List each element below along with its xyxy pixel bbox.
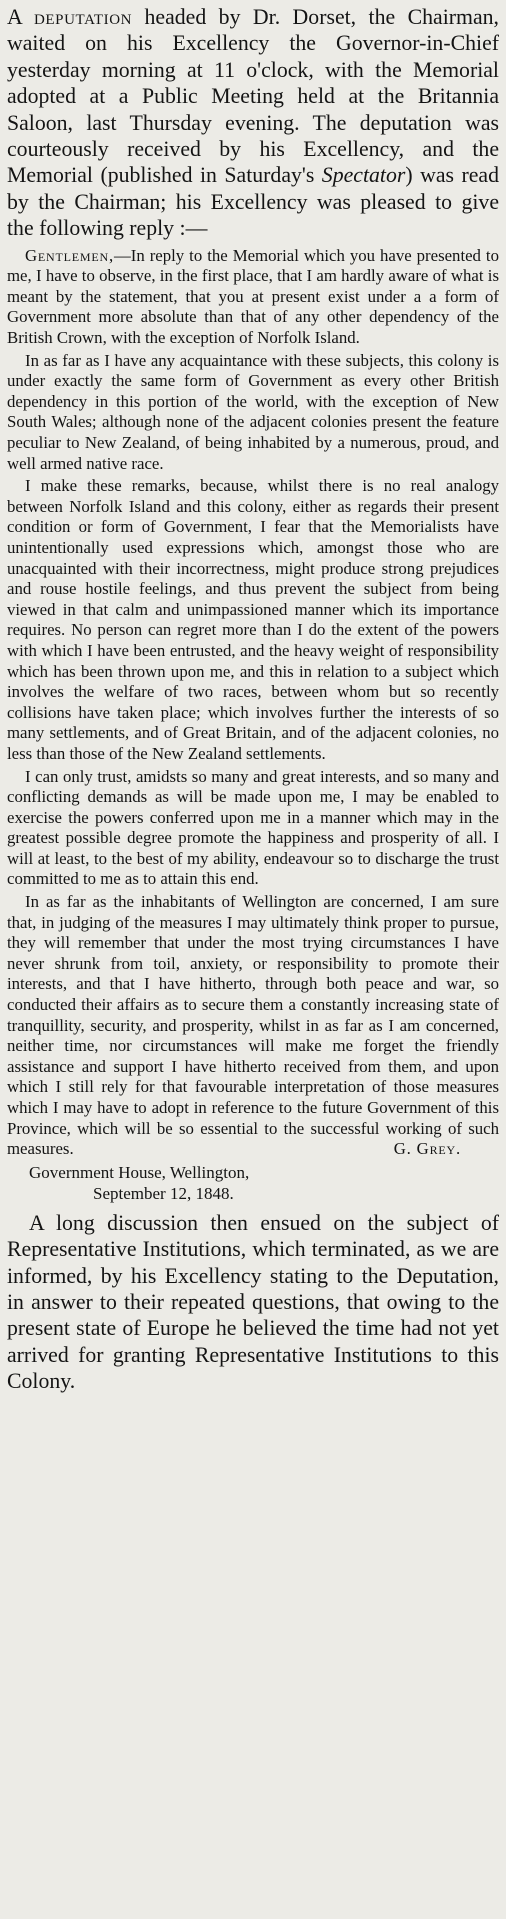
lead-text-2: ) was read by the Chairman; his Excellency was pleased to give the following reply :— — [7, 163, 499, 241]
reply-paragraph-5-text: In as far as the inhabitants of Wellington are concerned, I am sure that, in judging of the measures I may ultimately think proper to pursue, they will remember that under the most trying circumstances I have never shrunk from toil, anxiety, or responsibility to promote their interests, and that I have hitherto, through both peace and war, so conducted their affairs as to secure them a constantly increasing state of tranquillity, security, and prosperity, whilst in as far as I am concerned, neither time, nor circumstances will make me forget the friendly assistance and support I have hitherto received from them, and upon which I still rely for that favourable interpretation of those measures which I may have to adopt in reference to the future Government of this Province, which will be so essential to the successful working of such measures. — [7, 892, 499, 1159]
reply-paragraph-3: I make these remarks, because, whilst there is no real analogy between Norfolk Island and this colony, either as regards their present condition or form of Government, I fear that the Memorialists have unintentionally used expressions which, amongst those who are unacquainted with their incorrectness, might produce strong prejudices and rouse hostile feelings, and thus prevent the subject from being viewed in that calm and unimpassioned manner which its importance requires. No person can regret more than I do the extent of the powers with which I have been entrusted, and the heavy weight of responsibility which has been thrown upon me, and this in relation to a subject which involves the welfare of two races, between whom but so recently collisions have taken place; which involves further the interests of so many settlements, and of Great Britain, and of the adjacent colonies, no less than those of the New Zealand settlements. — [7, 476, 499, 763]
reply-paragraph-1 — [7, 246, 499, 349]
closing-paragraph: A long discussion then ensued on the subject of Representative Institutions, which terminated, as we are informed, by his Excellency stating to the Deputation, in answer to their repeated questions, that owing to the present state of Europe he believed the time had not yet arrived for granting Representative Institutions to this Colony. — [7, 1210, 499, 1394]
signature: G. Grey. — [393, 1139, 461, 1159]
dateline-date: September 12, 1848. — [93, 1183, 234, 1203]
dateline — [7, 1162, 499, 1204]
reply-paragraph-4: I can only trust, amidsts so many and great interests, and so many and conflicting demands as will be made upon me, I may be enabled to exercise the powers conferred upon me in a manner which may in the greatest possible degree promote the happiness and prosperity of all. I will at least, to the best of my ability, endeavour so to discharge the trust committed to me as to attain this end. — [7, 766, 499, 889]
lead-initial: A — [7, 5, 22, 29]
lead-paragraph — [7, 4, 499, 242]
newspaper-name: Spectator — [321, 163, 406, 188]
reply-paragraph-5 — [7, 892, 499, 1160]
dateline-place: Government House, Wellington, — [29, 1162, 250, 1182]
governor-reply — [7, 246, 499, 1160]
newspaper-column — [7, 0, 499, 1395]
reply-paragraph-2: In as far as I have any acquaintance with these subjects, this colony is under exactly the same form of Government as every other British dependency in this portion of the world, with the exception of New South Wales; although none of the adjacent colonies present the feature peculiar to New Zealand, of being inhabited by a numerous, proud, and well armed native race. — [7, 350, 499, 473]
reply-paragraph-1-text: —In reply to the Memorial which you have presented to me, I have to observe, in the first place, that I am hardly aware of what is meant by the statement, that you at present exist under a a form of Government more absolute than that of any other dependency of the British Crown, with the exception of Norfolk Island. — [7, 245, 499, 348]
reply-salutation: Gentlemen, — [25, 245, 114, 265]
lead-text-1: headed by Dr. Dorset, the Chairman, waited on his Excellency the Governor-in-Chief yesterday morning at 11 o'clock, with the Memorial adopted at a Public Meeting held at the Britannia Saloon, last Thursday evening. The deputation was courteously received by his Excellency, and the Memorial (published in Saturday's — [7, 5, 499, 188]
lead-caps-word: deputation — [33, 5, 133, 29]
